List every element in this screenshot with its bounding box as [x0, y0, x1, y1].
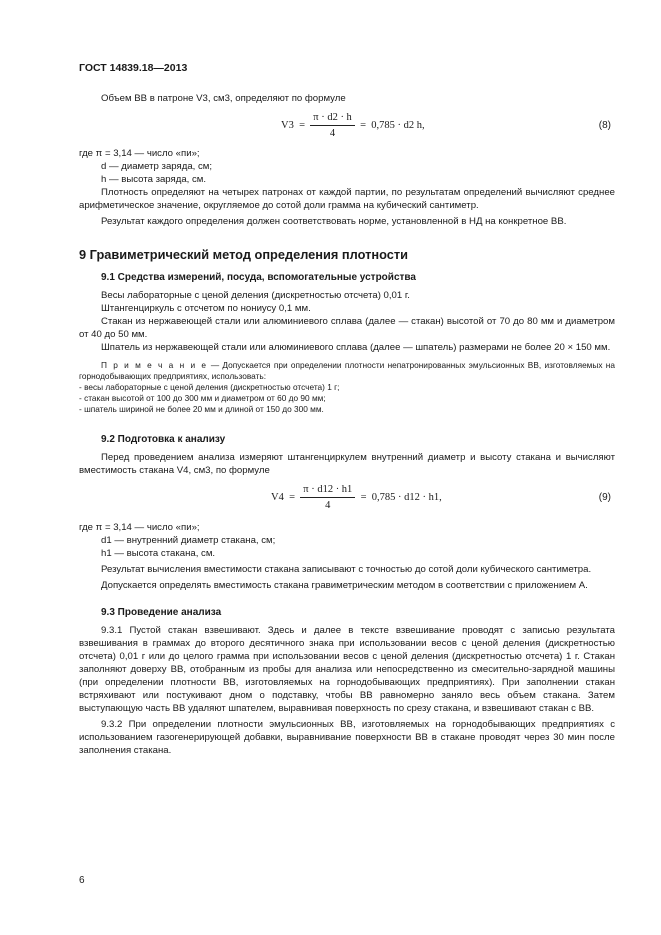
formula-9-rhs: 0,785 · d12 · h1, — [371, 491, 442, 503]
prep-paragraph-2: Допускается определять вместимость стакана гравиметрическим методом в соответствии с приложением А. — [101, 580, 588, 591]
formula-8-numerator: π · d2 · h — [310, 111, 355, 126]
formula-8-lhs: V3 — [281, 119, 294, 131]
formula-8-rhs: 0,785 · d2 h, — [371, 119, 425, 131]
page-content — [79, 92, 615, 757]
formula-9: V4 = $\frac{\pi \cdot d12 \cdot h1}{4}$ = 0,785 · d12 · h1, (9) — [271, 484, 611, 511]
prep-intro: Перед проведением анализа измеряют штангенциркулем внутренний диаметр и высоту стакана и вычисляют вместимость стакана V4, см3, по формуле — [79, 452, 615, 476]
prep-paragraph-1: Результат вычисления вместимости стакана записывают с точностью до сотой доли кубического сантиметра. — [101, 564, 592, 575]
note-block — [79, 360, 615, 415]
equipment-item: Стакан из нержавеющей стали или алюминиевого сплава (далее — стакан) высотой от 70 до 80 мм и диаметром от 40 до 50 мм. — [79, 316, 615, 340]
formula-9-lhs: V4 — [271, 491, 284, 503]
volume-intro: Объем ВВ в патроне V3, см3, определяют по формуле — [101, 93, 346, 104]
note-label: П р и м е ч а н и е — [101, 360, 208, 370]
page-number: 6 — [79, 875, 85, 886]
note-item: - весы лабораторные с ценой деления (дискретностью отсчета) 1 г; — [79, 382, 340, 392]
formula-9-number: (9) — [598, 492, 611, 503]
note-item: - шпатель шириной не более 20 мм и длиной от 150 до 300 мм. — [79, 404, 324, 414]
where-d: d — диаметр заряда, см; — [101, 161, 213, 172]
section-9-2-title: 9.2 Подготовка к анализу — [101, 434, 226, 445]
where-list-8 — [79, 147, 615, 160]
formula-8: V3 = $\frac{\pi \cdot d2 \cdot h}{4}$ = 0,785 · d2 h, (8) — [281, 112, 611, 139]
section-9-title: 9 Гравиметрический метод определения плотности — [79, 247, 409, 262]
density-paragraph: Плотность определяют на четырех патронах от каждой партии, по результатам определений вычисляют среднее арифметическое значение, округляемое до сотой доли грамма на кубический сантиметр. — [79, 187, 615, 211]
standard-header: ГОСТ 14839.18—2013 — [79, 62, 188, 74]
formula-8-number: (8) — [598, 120, 611, 131]
where-pi: где π = 3,14 — число «пи»; — [79, 148, 200, 159]
where-h: h — высота заряда, см. — [101, 174, 207, 185]
note-item: - стакан высотой от 100 до 300 мм и диаметром от 60 до 90 мм; — [79, 393, 326, 403]
formula-8-denominator: 4 — [329, 128, 336, 139]
note-text: — Допускается при определении плотности непатронированных эмульсионных ВВ, изготовляемых на горнодобывающих предприятиях, использовать: — [79, 360, 615, 381]
result-paragraph: Результат каждого определения должен соответствовать норме, установленной в НД на конкретное ВВ. — [101, 216, 567, 227]
where-d1: d1 — внутренний диаметр стакана, см; — [101, 535, 276, 546]
analysis-paragraph-931: 9.3.1 Пустой стакан взвешивают. Здесь и далее в тексте взвешивание проводят с записью результата взвешивания в граммах до второго десятичного знака при использовании весов с ценой деления (дискретностью отсчета) 0,01 г или до целого грамма при использовании весов с ценой деления (дискретностью отсчета) 1 г. Стакан заполняют доверху ВВ, отобранным из пробы для анализа или непосредственно из смесительно-зарядной машины (при определении плотности ВВ, изготовляемых на горнодобывающих предприятиях). При заполнении стакан встряхивают или постукивают дном о подставку, чтобы ВВ равномерно заняло весь объем стакана. Затем выступающую часть ВВ удаляют шпателем, выравнивая поверхность по срезу стакана, и взвешивают стакан с ВВ. — [79, 625, 615, 714]
equipment-item: Шпатель из нержавеющей стали или алюминиевого сплава (далее — шпатель) размерами не более 20 × 150 мм. — [101, 342, 611, 353]
section-9-3-title: 9.3 Проведение анализа — [101, 607, 222, 618]
section-9-1-title: 9.1 Средства измерений, посуда, вспомогательные устройства — [101, 272, 416, 283]
equipment-item: Штангенциркуль с отсчетом по нониусу 0,1 мм. — [101, 303, 311, 314]
analysis-paragraph-932: 9.3.2 При определении плотности эмульсионных ВВ, изготовляемых на горнодобывающих предприятиях с использованием газогенерирующей добавки, выравнивание поверхности ВВ в стакане проводят через 30 мин после заполнения стакана. — [79, 719, 615, 756]
where-h1: h1 — высота стакана, см. — [101, 548, 216, 559]
where-pi-9: где π = 3,14 — число «пи»; — [79, 522, 200, 533]
formula-9-denominator: 4 — [325, 500, 331, 511]
equipment-item: Весы лабораторные с ценой деления (дискретностью отсчета) 0,01 г. — [101, 290, 410, 301]
formula-9-numerator: π · d12 · h1 — [300, 483, 355, 498]
